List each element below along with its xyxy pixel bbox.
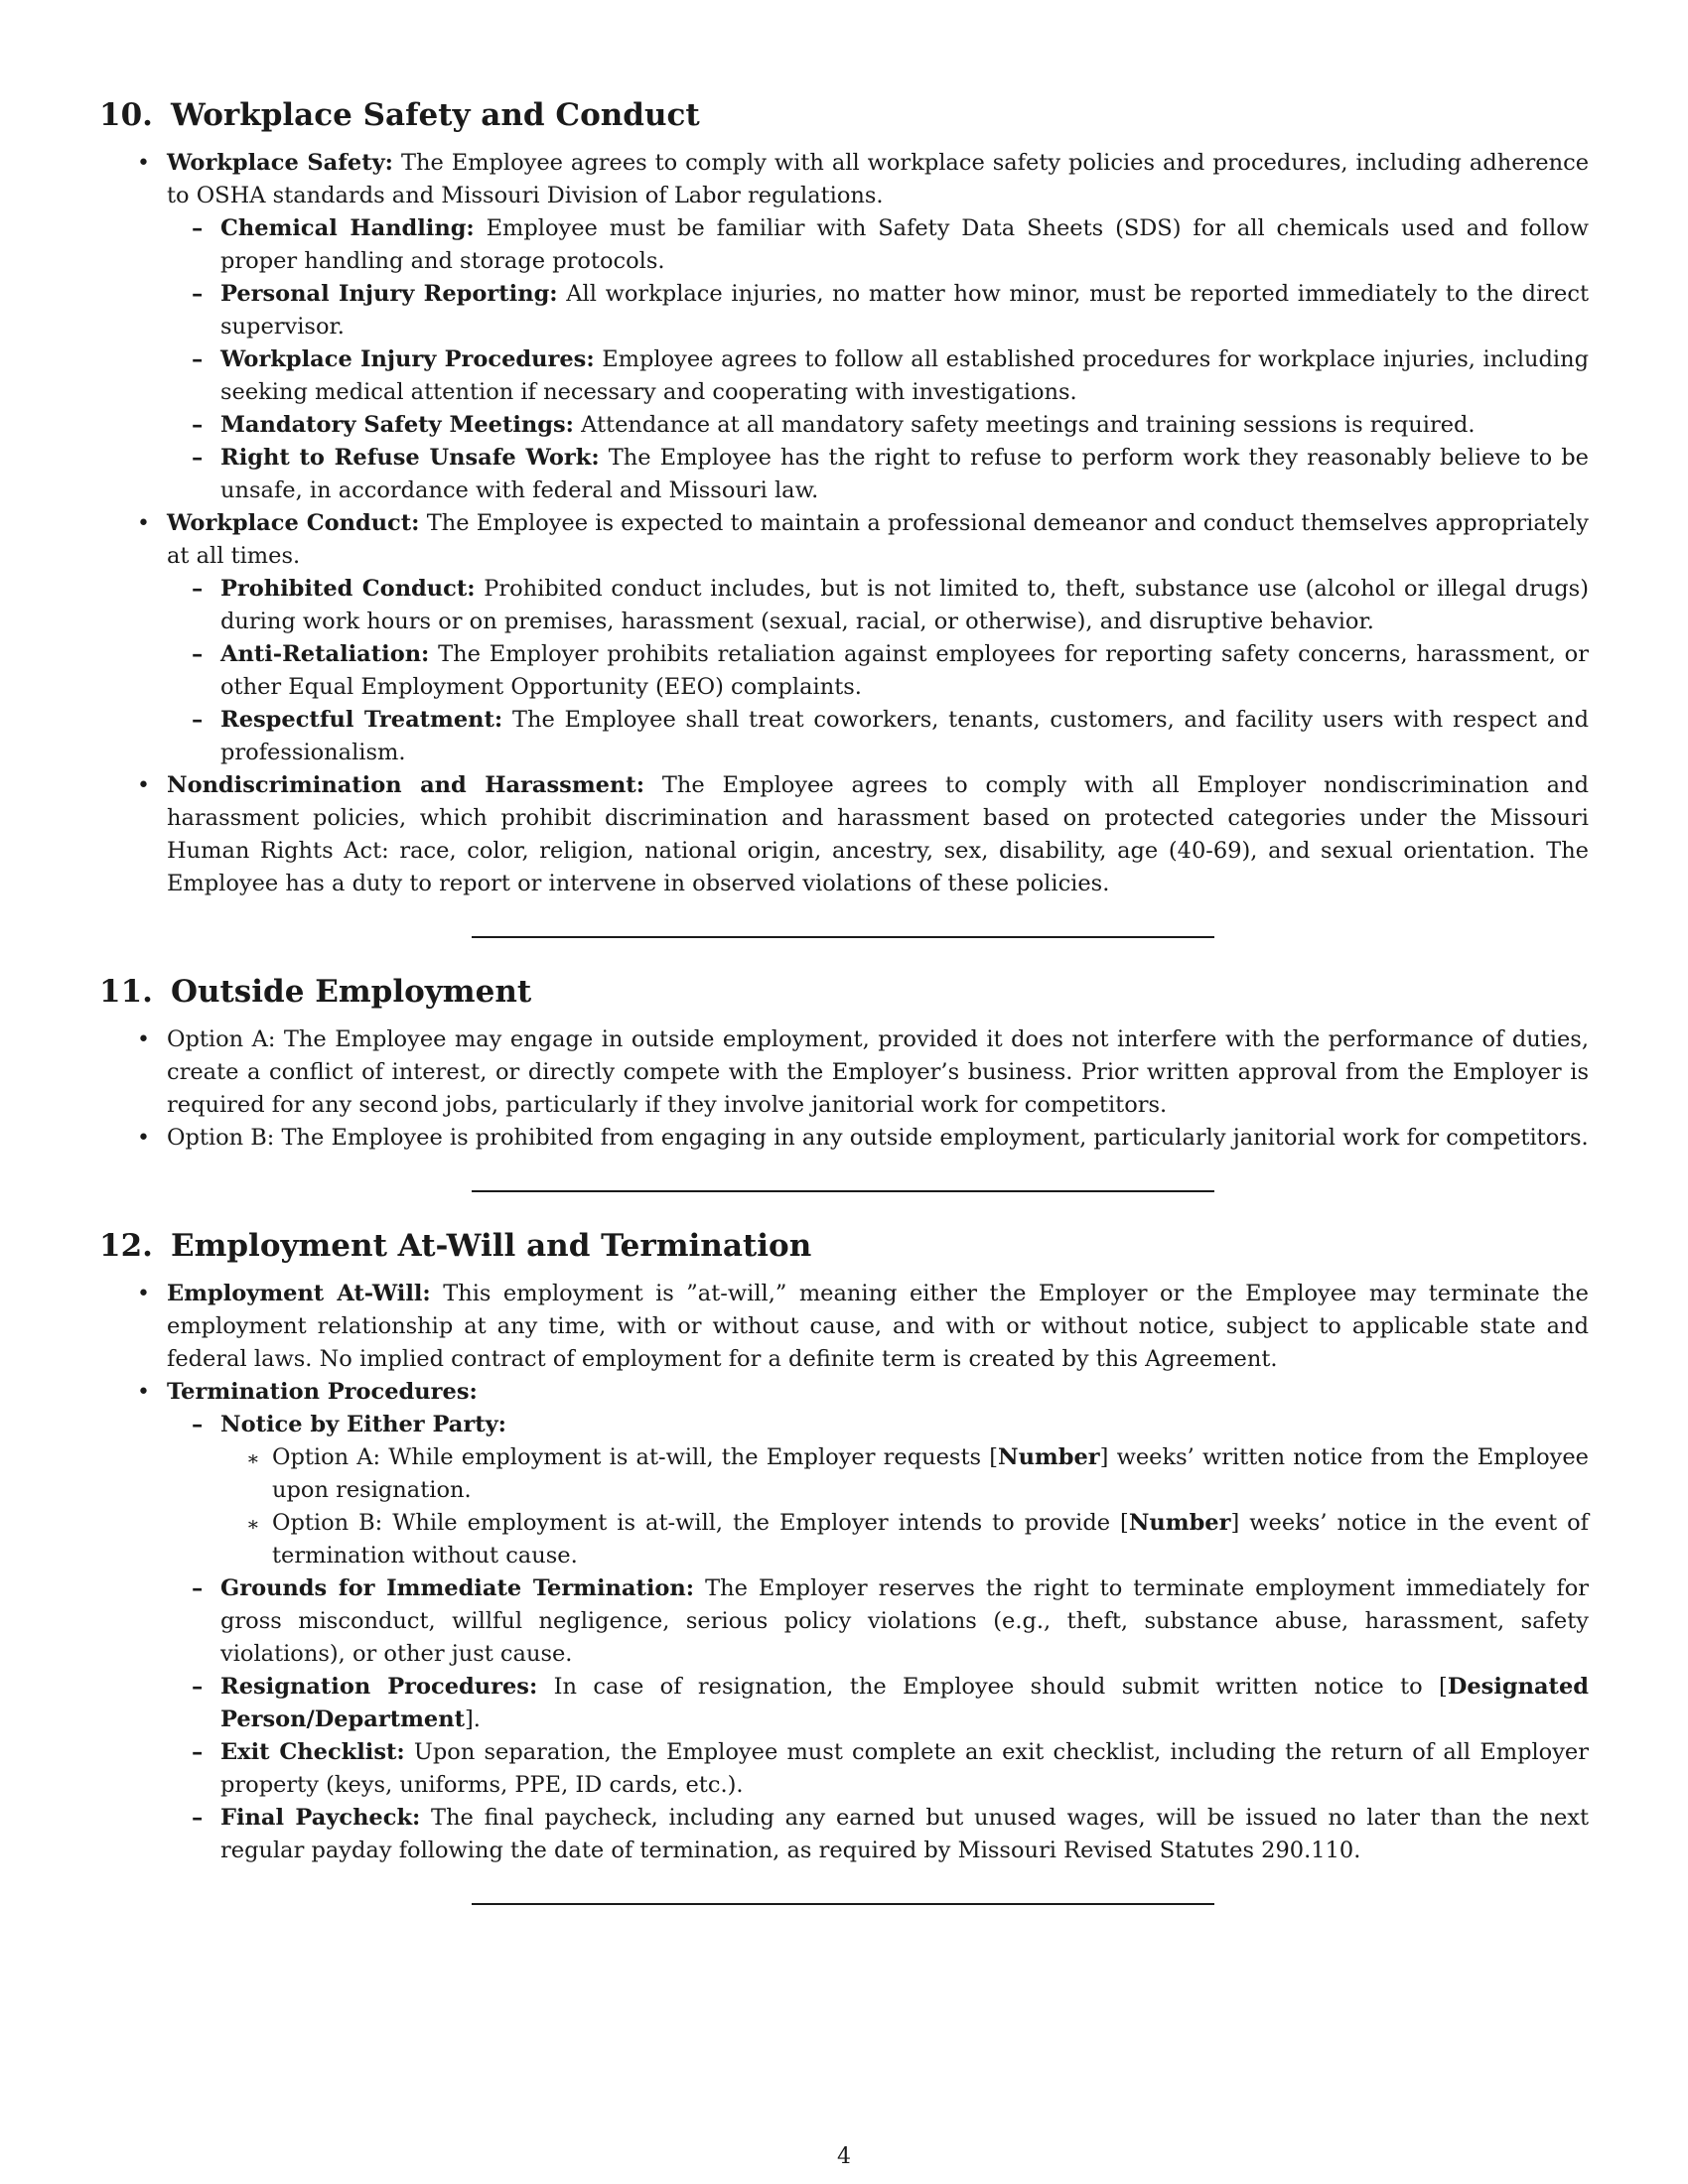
list-item-at-will [99, 1278, 1589, 1376]
sub-item-notice [160, 1409, 1589, 1572]
term-text: The Employee shall treat coworkers, tenants, customers, and facility users with respect and professionalism. [220, 707, 1590, 765]
section-number: 11. [99, 974, 153, 1010]
section-12-list [99, 1278, 1589, 1867]
sub-item-refuse-unsafe-work [160, 442, 1589, 507]
sub-item-respectful-treatment [160, 704, 1589, 769]
section-heading-11 [99, 972, 1589, 1012]
page-number: 4 [837, 2144, 851, 2169]
option-text: ] weeks’ notice in the event of termination without cause. [272, 1510, 1589, 1569]
term-text: ]. [465, 1706, 481, 1732]
section-heading-12 [99, 1226, 1589, 1266]
term-label: Final Paycheck: [220, 1805, 421, 1831]
placeholder-field: Number [1128, 1510, 1231, 1536]
sub-item-exit-checklist [160, 1736, 1589, 1802]
section-title: Employment At-Will and Termination [170, 1228, 812, 1264]
option-text: ] weeks’ written notice from the Employee upon resignation. [272, 1444, 1589, 1503]
term-label: Workplace Safety: [167, 150, 393, 176]
term-text: The Employee agrees to comply with all Employer nondiscrimination and harassment policies, which prohibit discrimination and harassment based on protected categories under the Missouri Human Rights Act: race, color, religion, national origin, ancestry, sex, disability, age (40-69), and sexual orientation. The Employee has a duty to report or intervene in observed violations of these policies. [167, 772, 1589, 896]
term-text: Upon separation, the Employee must complete an exit checklist, including the return of all Employer property (keys, uniforms, PPE, ID cards, etc.). [220, 1739, 1590, 1798]
sub-item-anti-retaliation [160, 638, 1589, 704]
term-label: Prohibited Conduct: [220, 576, 476, 602]
term-label: Mandatory Safety Meetings: [220, 412, 574, 438]
section-heading-10 [99, 95, 1589, 135]
sub-item-final-paycheck [160, 1802, 1589, 1867]
option-text: Option A: While employment is at-will, the Employer requests [ [272, 1444, 998, 1470]
term-text: The Employee is expected to maintain a professional demeanor and conduct themselves appropriately at all times. [167, 510, 1589, 569]
sub-item-grounds [160, 1572, 1589, 1671]
list-item-workplace-safety [99, 147, 1589, 507]
option-text: Option B: While employment is at-will, the Employer intends to provide [ [272, 1510, 1129, 1536]
term-text: All workplace injuries, no matter how minor, must be reported immediately to the direct supervisor. [220, 281, 1589, 340]
sub-item-resignation [160, 1671, 1589, 1736]
term-text: Employee must be familiar with Safety Data Sheets (SDS) for all chemicals used and follow proper handling and storage protocols. [220, 215, 1590, 274]
section-10-list [99, 147, 1589, 900]
term-text: Attendance at all mandatory safety meetings and training sessions is required. [573, 412, 1476, 438]
term-text: The Employee has the right to refuse to perform work they reasonably believe to be unsafe, in accordance with federal and Missouri law. [220, 445, 1589, 503]
notice-options-list [220, 1441, 1589, 1572]
term-label: Termination Procedures: [167, 1379, 478, 1405]
term-text: Employee agrees to follow all established procedures for workplace injuries, including seeking medical attention if necessary and cooperating with investigations. [220, 346, 1590, 405]
termination-sublist [167, 1409, 1589, 1867]
term-text: The Employer prohibits retaliation against employees for reporting safety concerns, harassment, or other Equal Employment Opportunity (EEO) complaints. [220, 641, 1589, 700]
section-divider [472, 1903, 1214, 1905]
conduct-sublist [167, 573, 1589, 769]
term-text: In case of resignation, the Employee should submit written notice to [ [537, 1674, 1448, 1700]
term-text: The Employer reserves the right to terminate employment immediately for gross misconduct, willful negligence, serious policy violations (e.g., theft, substance abuse, harassment, safety violations), or other just cause. [220, 1575, 1589, 1667]
placeholder-field: Designated Person/Department [220, 1674, 1589, 1732]
term-label: Chemical Handling: [220, 215, 475, 241]
term-label: Exit Checklist: [220, 1739, 405, 1765]
term-label: Employment At-Will: [167, 1281, 431, 1306]
section-title: Workplace Safety and Conduct [170, 97, 700, 133]
section-11-list [99, 1024, 1589, 1155]
term-label: Nondiscrimination and Harassment: [167, 772, 645, 798]
sub-item-injury-reporting [160, 278, 1589, 343]
term-text: The final paycheck, including any earned but unused wages, will be issued no later than the next regular payday following the date of termination, as required by Missouri Revised Statutes 290.110. [220, 1805, 1589, 1863]
sub-item-injury-procedures [160, 343, 1589, 409]
term-label: Workplace Conduct: [167, 510, 420, 536]
term-label: Respectful Treatment: [220, 707, 503, 733]
term-text: The Employee agrees to comply with all workplace safety policies and procedures, including adherence to OSHA standards and Missouri Division of Labor regulations. [167, 150, 1590, 208]
list-item-nondiscrimination [99, 769, 1589, 900]
section-divider [472, 1190, 1214, 1192]
term-text: Prohibited conduct includes, but is not limited to, theft, substance use (alcohol or illegal drugs) during work hours or on premises, harassment (sexual, racial, or otherwise), and disruptive behavior. [220, 576, 1589, 634]
term-label: Workplace Injury Procedures: [220, 346, 595, 372]
list-item-workplace-conduct [99, 507, 1589, 769]
term-label: Grounds for Immediate Termination: [220, 1575, 695, 1601]
list-item-option-b: • Option B: The Employee is prohibited from engaging in any outside employment, particularly janitorial work for competitors. [99, 1122, 1589, 1155]
term-label: Anti-Retaliation: [220, 641, 430, 667]
document-page [99, 69, 1589, 1939]
notice-option-a [220, 1441, 1589, 1507]
term-label: Resignation Procedures: [220, 1674, 538, 1700]
notice-option-b [220, 1507, 1589, 1572]
term-label: Personal Injury Reporting: [220, 281, 558, 307]
section-title: Outside Employment [170, 974, 532, 1010]
safety-sublist [167, 212, 1589, 507]
term-label: Right to Refuse Unsafe Work: [220, 445, 600, 471]
sub-item-safety-meetings [160, 409, 1589, 442]
term-label: Notice by Either Party: [220, 1412, 506, 1437]
sub-item-prohibited-conduct [160, 573, 1589, 638]
section-divider [472, 936, 1214, 938]
section-number: 12. [99, 1228, 153, 1264]
list-item-option-a: • Option A: The Employee may engage in outside employment, provided it does not interfere with the performance of duties, create a conflict of interest, or directly compete with the Employer’s business. Prior written approval from the Employer is required for any second jobs, particularly if they involve janitorial work for competitors. [99, 1024, 1589, 1122]
sub-item-chemical-handling [160, 212, 1589, 278]
section-number: 10. [99, 97, 153, 133]
term-text: This employment is ”at-will,” meaning either the Employer or the Employee may terminate the employment relationship at any time, with or without cause, and with or without notice, subject to applicable state and federal laws. No implied contract of employment for a definite term is created by this Agreement. [167, 1281, 1589, 1372]
placeholder-field: Number [998, 1444, 1100, 1470]
list-item-termination-procedures [99, 1376, 1589, 1867]
